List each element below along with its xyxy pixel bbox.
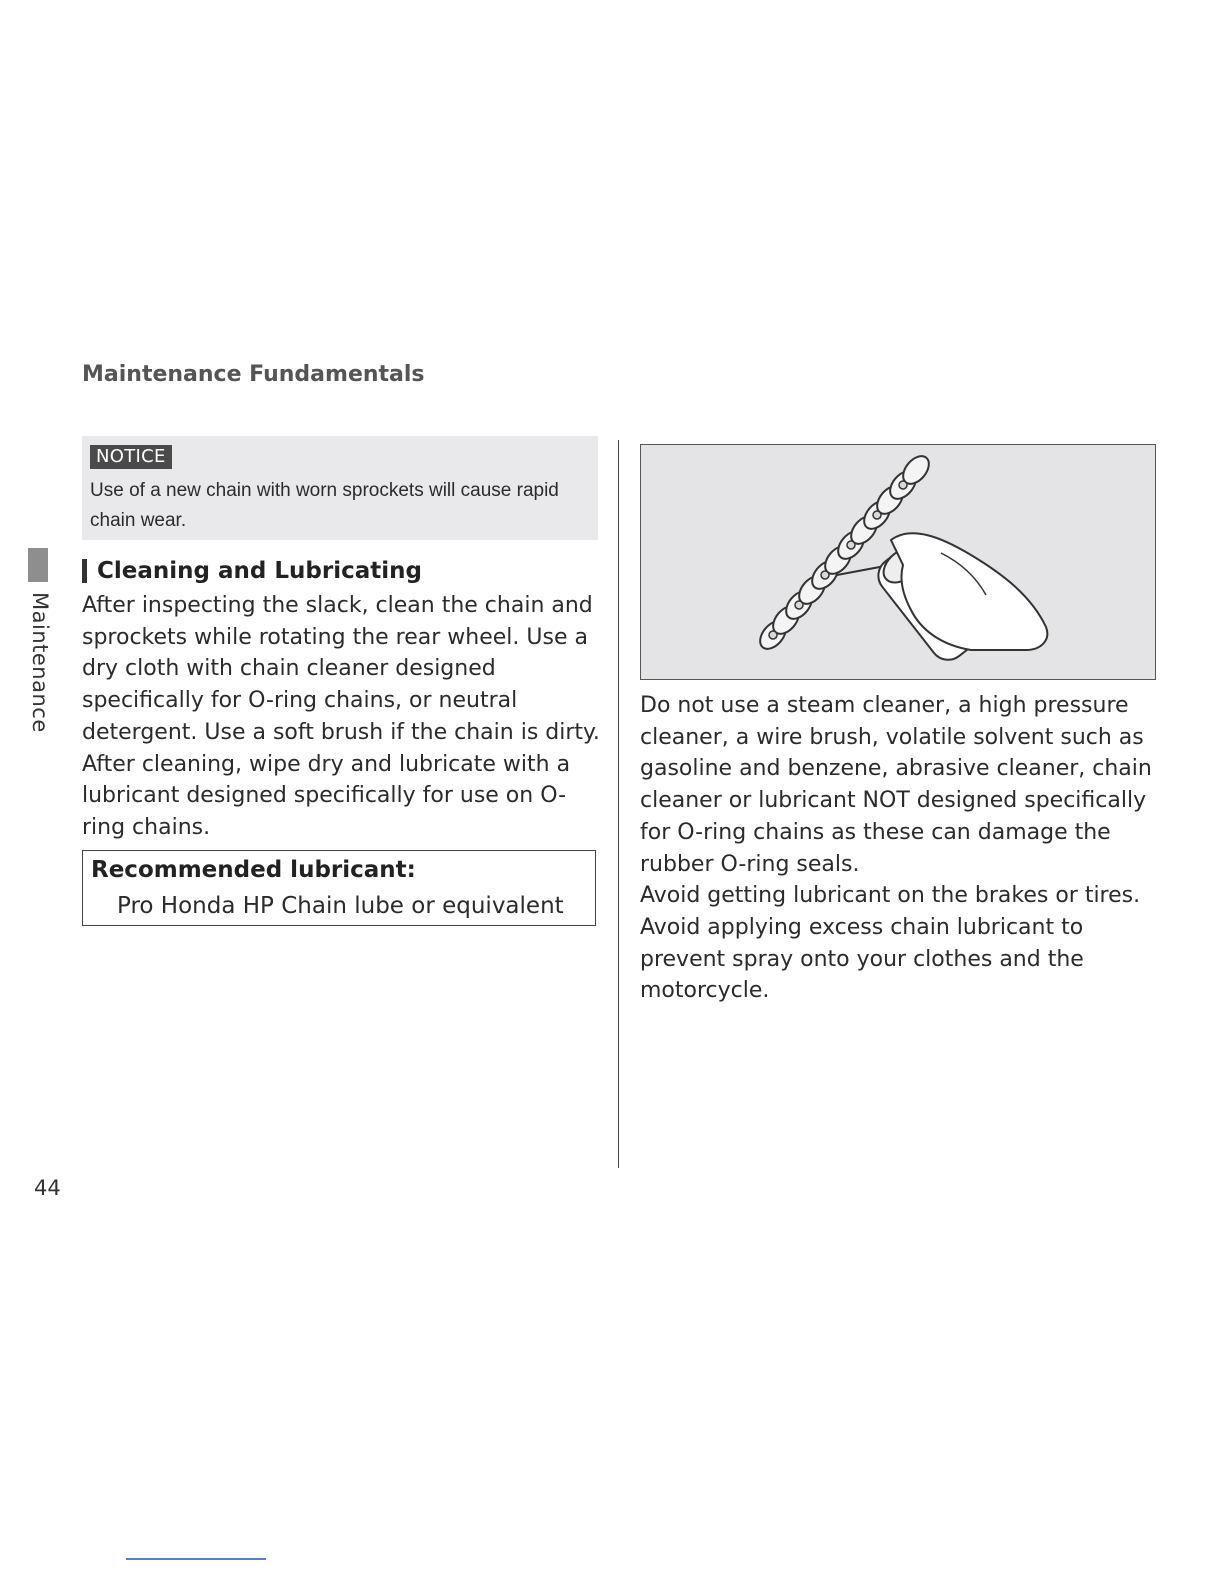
subsection-title-text: Cleaning and Lubricating	[97, 558, 422, 584]
notice-box	[82, 436, 598, 540]
side-tab-marker	[28, 548, 48, 582]
heading-bar-icon	[82, 559, 87, 583]
notice-text: Use of a new chain with worn sprockets will cause rapid chain wear.	[90, 480, 559, 531]
cleaner-warning-paragraph: Do not use a steam cleaner, a high pressure cleaner, a wire brush, volatile solvent such as gasoline and benzene, abrasive cleaner, chain cleaner or lubricant NOT designed specifically for O-ring chains as these can damage the rubber O-ring seals.	[640, 693, 1152, 877]
bottom-rule	[126, 1558, 266, 1560]
excess-lubricant-paragraph: Avoid applying excess chain lubricant to prevent spray onto your clothes and the motorcycle.	[640, 914, 1084, 1004]
lubricant-value: Pro Honda HP Chain lube or equivalent	[117, 893, 564, 919]
notice-badge: NOTICE	[90, 445, 172, 469]
recommended-lubricant-box	[82, 850, 596, 926]
page-number: 44	[34, 1176, 61, 1200]
brakes-paragraph: Avoid getting lubricant on the brakes or tires.	[640, 883, 1141, 909]
chain-lube-icon	[641, 445, 1155, 679]
lubricant-title: Recommended lubricant:	[91, 857, 416, 883]
chain-lubrication-illustration	[640, 444, 1156, 680]
right-column-text	[640, 690, 1164, 1007]
column-divider	[618, 440, 619, 1168]
subsection-title	[82, 558, 422, 584]
section-header: Maintenance Fundamentals	[82, 362, 425, 387]
side-tab-label: Maintenance	[28, 592, 52, 733]
cleaning-body: After inspecting the slack, clean the chain and sprockets while rotating the rear wheel. Use a dry cloth with chain cleaner designed specifically for O-ring chains, or neutral detergent. Use a soft brush if the chain is dirty. After cleaning, wipe dry and lubricate with a lubricant designed specifically for use on O-ring chains.	[82, 593, 600, 840]
